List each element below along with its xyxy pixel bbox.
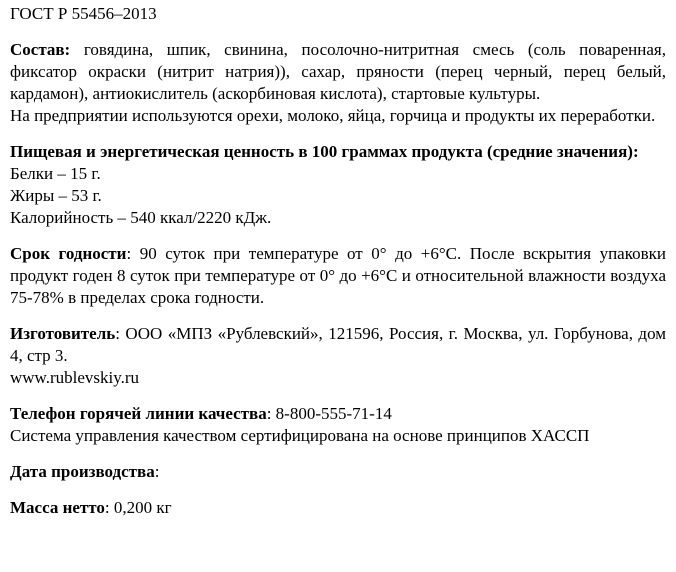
- composition-paragraph: [10, 39, 666, 105]
- production-date-paragraph: [10, 461, 666, 483]
- shelf-life-paragraph: [10, 243, 666, 309]
- production-date-label: Дата производства: [10, 462, 155, 481]
- composition-label: Состав:: [10, 40, 71, 59]
- manufacturer-paragraph: [10, 323, 666, 367]
- nutrition-header: Пищевая и энергетическая ценность в 100 граммах продукта (средние значения):: [10, 142, 639, 161]
- hotline-number: : 8-800-555-71-14: [266, 404, 392, 423]
- hotline-paragraph: [10, 403, 666, 425]
- net-weight-paragraph: [10, 497, 666, 519]
- shelf-life-label: Срок годности: [10, 244, 127, 263]
- composition-text: говядина, шпик, свинина, посолочно-нитритная смесь (соль поваренная, фиксатор окраски (нитрит натрия)), сахар, пряности (перец черный, перец белый, кардамон), антиокислитель (аскорбиновая кислота), стартовые культуры.: [10, 40, 666, 103]
- manufacturer-label: Изготовитель: [10, 324, 116, 343]
- hotline-label: Телефон горячей линии качества: [10, 404, 267, 423]
- nutrition-proteins: Белки – 15 г.: [10, 164, 101, 183]
- net-weight-label: Масса нетто: [10, 498, 105, 517]
- nutrition-fats: Жиры – 53 г.: [10, 186, 102, 205]
- website-line: www.rublevskiy.ru: [10, 368, 140, 387]
- gost-standard-line: ГОСТ Р 55456–2013: [10, 4, 157, 23]
- quality-system-line: Система управления качеством сертифицирована на основе принципов ХАССП: [10, 426, 590, 445]
- allergen-notice: На предприятии используются орехи, молоко, яйца, горчица и продукты их переработки.: [10, 106, 656, 125]
- production-date-value: :: [154, 462, 160, 481]
- shelf-life-text: : 90 суток при температуре от 0° до +6°С. После вскрытия упаковки продукт годен 8 суток при температуре от 0° до +6°С и относительной влажности воздуха 75-78% в пределах срока годности.: [10, 244, 666, 307]
- manufacturer-text: : ООО «МПЗ «Рублевский», 121596, Россия, г. Москва, ул. Горбунова, дом 4, стр 3.: [10, 324, 666, 365]
- nutrition-calories: Калорийность – 540 ккал/2220 кДж.: [10, 208, 272, 227]
- net-weight-value: : 0,200 кг: [104, 498, 172, 517]
